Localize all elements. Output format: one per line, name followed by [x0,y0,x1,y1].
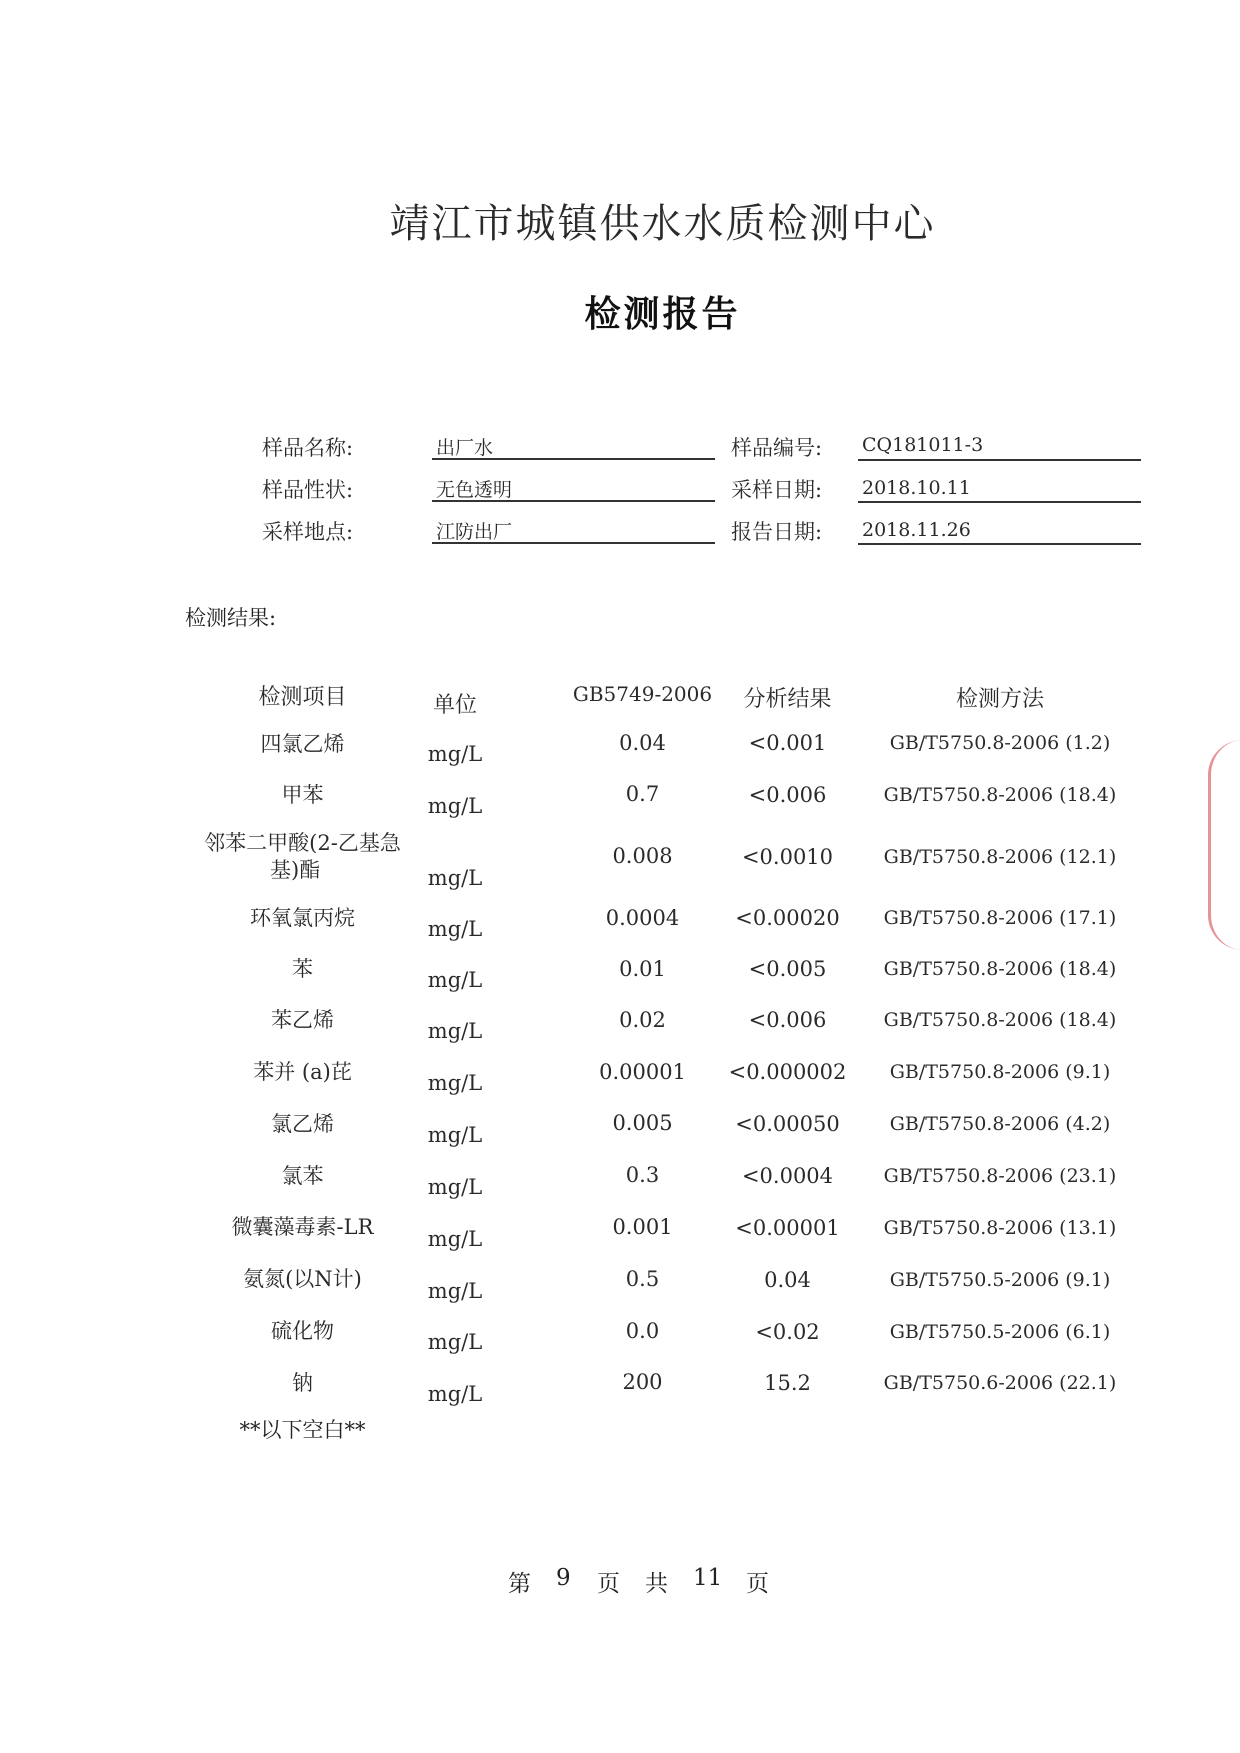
row-unit: mg/L [427,1175,483,1199]
row-unit: mg/L [427,742,483,766]
row-standard: 0.01 [619,957,666,981]
row-item: 邻苯二甲酸(2-乙基急 [204,831,401,855]
row-result: <0.0010 [741,845,834,869]
row-item: 四氯乙烯 [260,732,345,756]
row-method: GB/T5750.8-2006 (18.4) [883,1009,1117,1031]
row-item: 硫化物 [271,1319,334,1343]
row-result: <0.00001 [735,1216,840,1240]
header-unit: 单位 [432,693,477,718]
row-standard: 0.3 [625,1163,660,1187]
header-result: 分析结果 [743,687,832,712]
row-unit: mg/L [427,968,483,992]
row-unit: mg/L [427,794,483,818]
sample-condition-value: 无色透明 [436,479,513,501]
row-result: <0.0004 [741,1164,834,1188]
row-item: 苯 [292,957,313,981]
row-standard: 0.001 [612,1215,673,1239]
header-standard: GB5749-2006 [572,682,713,706]
row-result: <0.001 [748,731,827,755]
row-result: 0.04 [764,1268,811,1292]
row-unit: mg/L [427,866,483,890]
row-unit: mg/L [427,1382,483,1406]
sample-name-label: 样品名称: [262,436,354,460]
row-method: GB/T5750.8-2006 (23.1) [883,1165,1117,1187]
row-method: GB/T5750.8-2006 (12.1) [883,846,1117,868]
end-of-table-note: **以下空白** [239,1418,366,1442]
row-item: 钠 [292,1371,313,1395]
row-unit: mg/L [427,1019,483,1043]
page-current: 9 [556,1565,571,1591]
row-standard: 0.04 [619,731,666,755]
sample-condition-label: 样品性状: [262,478,354,502]
row-standard: 0.5 [625,1267,660,1291]
sampling-date-value: 2018.10.11 [862,477,971,499]
row-standard: 200 [622,1370,663,1394]
row-unit: mg/L [427,917,483,941]
row-result: <0.006 [748,783,827,807]
row-unit: mg/L [427,1227,483,1251]
row-method: GB/T5750.5-2006 (9.1) [889,1269,1111,1291]
row-result: <0.00050 [735,1112,840,1136]
row-result: <0.005 [748,957,827,981]
row-unit: mg/L [427,1330,483,1354]
page-mid: 页 [597,1571,620,1597]
row-standard: 0.00001 [599,1060,686,1084]
row-item-continuation: 基)酯 [270,858,321,882]
row-standard: 0.02 [619,1008,666,1032]
sample-number-value: CQ181011-3 [862,434,984,456]
row-method: GB/T5750.8-2006 (9.1) [889,1061,1111,1083]
sample-name-value: 出厂水 [436,437,494,459]
row-item: 氨氮(以N计) [243,1267,362,1291]
sampling-date-underline [858,501,1141,503]
row-method: GB/T5750.8-2006 (17.1) [883,907,1117,929]
row-item: 环氧氯丙烷 [250,906,355,930]
row-unit: mg/L [427,1279,483,1303]
row-method: GB/T5750.8-2006 (1.2) [889,732,1111,754]
sampling-location-value: 江防出厂 [436,521,513,543]
total-prefix: 共 [645,1571,668,1597]
page-suffix: 页 [746,1571,769,1597]
row-unit: mg/L [427,1123,483,1147]
row-item: 苯乙烯 [271,1008,334,1032]
page-prefix: 第 [508,1571,531,1597]
sample-condition-underline [432,500,715,502]
row-method: GB/T5750.8-2006 (13.1) [883,1217,1117,1239]
row-result: 15.2 [764,1371,811,1395]
row-method: GB/T5750.6-2006 (22.1) [883,1372,1117,1394]
results-section-label: 检测结果: [185,606,277,630]
page-total: 11 [693,1565,723,1591]
sampling-date-label: 采样日期: [731,478,823,502]
official-seal-stamp [1208,740,1240,950]
sampling-location-label: 采样地点: [262,520,354,544]
header-item: 检测项目 [258,685,347,710]
row-standard: 0.008 [612,844,673,868]
row-item: 氯苯 [281,1164,324,1188]
sample-number-label: 样品编号: [731,436,823,460]
report-date-underline [858,543,1141,545]
row-result: <0.02 [755,1320,820,1344]
row-method: GB/T5750.8-2006 (18.4) [883,784,1117,806]
row-standard: 0.7 [625,782,660,806]
row-result: <0.00020 [735,906,840,930]
report-date-value: 2018.11.26 [862,519,971,541]
sample-name-underline [432,458,715,460]
row-method: GB/T5750.8-2006 (4.2) [889,1113,1111,1135]
row-standard: 0.005 [612,1111,673,1135]
row-unit: mg/L [427,1071,483,1095]
row-standard: 0.0 [625,1319,660,1343]
row-item: 氯乙烯 [271,1112,334,1136]
row-method: GB/T5750.5-2006 (6.1) [889,1321,1111,1343]
header-method: 检测方法 [955,687,1044,712]
organization-name: 靖江市城镇供水水质检测中心 [389,201,936,247]
row-item: 甲苯 [281,783,324,807]
row-result: <0.006 [748,1008,827,1032]
row-method: GB/T5750.8-2006 (18.4) [883,958,1117,980]
row-standard: 0.0004 [605,906,680,930]
sample-number-underline [858,459,1141,461]
report-title: 检测报告 [584,293,741,335]
row-result: <0.000002 [728,1060,847,1084]
report-date-label: 报告日期: [731,520,823,544]
row-item: 苯并 (a)芘 [253,1060,352,1084]
sampling-location-underline [432,542,715,544]
row-item: 微囊藻毒素-LR [231,1215,374,1239]
